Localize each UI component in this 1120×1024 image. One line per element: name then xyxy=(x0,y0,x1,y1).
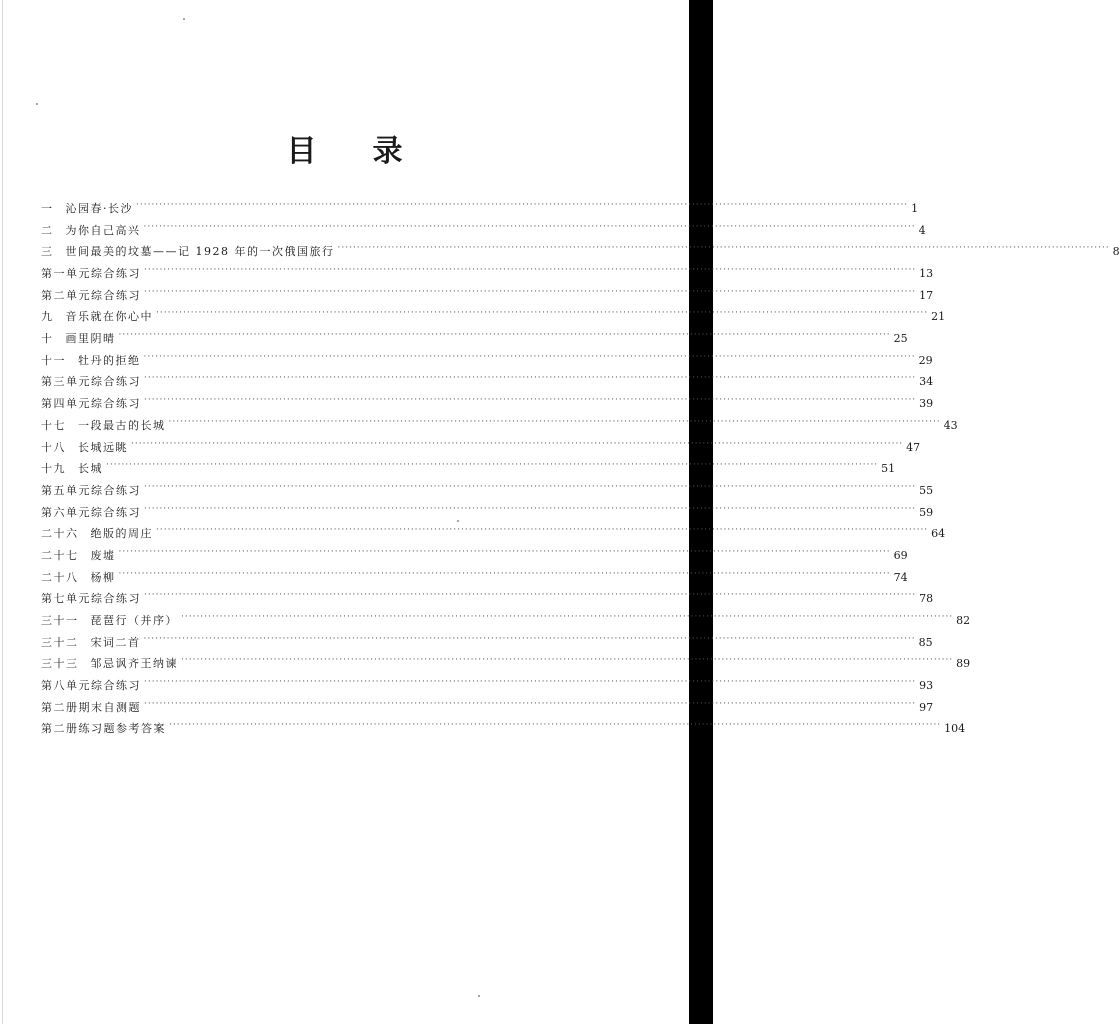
table-of-contents xyxy=(41,198,1120,740)
toc-entry-title: 第二册练习题参考答案 xyxy=(41,722,166,736)
toc-entry-title: 长城远眺 xyxy=(78,440,128,454)
toc-page-number: 4 xyxy=(918,223,926,237)
toc-entry-title: 世间最美的坟墓——记 1928 年的一次俄国旅行 xyxy=(65,245,335,259)
toc-entry-title: 第四单元综合练习 xyxy=(41,397,141,411)
toc-dot-leader: ········································································································································································································ xyxy=(144,590,917,601)
toc-page-number: 21 xyxy=(931,310,946,324)
toc-entry-title: 第二册期末自测题 xyxy=(41,700,141,714)
toc-entry-label xyxy=(41,675,141,697)
toc-entry-label xyxy=(41,350,141,372)
toc-entry-label xyxy=(41,328,116,350)
toc-page-number: 89 xyxy=(956,657,971,671)
toc-entry-label xyxy=(41,263,141,285)
toc-page-number: 97 xyxy=(919,700,934,714)
toc-entry-label xyxy=(41,371,141,393)
toc-entry-label xyxy=(41,458,103,480)
toc-entry-number: 二 xyxy=(41,223,54,237)
toc-page-number: 29 xyxy=(918,353,933,367)
toc-entry-number: 十一 xyxy=(41,353,66,367)
toc-entry-title: 画里阴晴 xyxy=(65,332,116,346)
toc-page-number: 64 xyxy=(931,527,946,541)
toc-entry-number: 二十六 xyxy=(41,527,79,541)
toc-dot-leader: ········································································································································································································ xyxy=(118,546,891,557)
toc-dot-leader: ········································································································································································································ xyxy=(168,416,941,427)
toc-entry-title: 杨柳 xyxy=(90,570,116,584)
toc-entry-title: 音乐就在你心中 xyxy=(65,310,153,324)
toc-entry-title: 第七单元综合练习 xyxy=(41,592,141,606)
toc-dot-leader: ········································································································································································································ xyxy=(118,568,891,579)
toc-page-number: 55 xyxy=(919,483,934,497)
toc-dot-leader: ········································································································································································································ xyxy=(337,243,1110,254)
scan-speck xyxy=(478,995,480,997)
toc-entry-title: 第三单元综合练习 xyxy=(41,375,141,389)
toc-page-number: 51 xyxy=(881,462,896,476)
toc-dot-leader: ········································································································································································································ xyxy=(143,221,916,232)
toc-entry-label xyxy=(41,545,116,567)
toc-page-number: 104 xyxy=(944,722,966,736)
toc-entry-number: 九 xyxy=(41,310,54,324)
toc-page-number: 78 xyxy=(919,592,934,606)
toc-entry-number: 三十一 xyxy=(41,614,79,628)
toc-entry-number: 十八 xyxy=(41,440,66,454)
toc-entry-title: 邹忌讽齐王纳谏 xyxy=(90,657,178,671)
toc-dot-leader: ········································································································································································································ xyxy=(144,265,917,276)
toc-dot-leader: ········································································································································································································ xyxy=(143,351,916,362)
toc-entry-title: 第一单元综合练习 xyxy=(41,267,141,281)
toc-entry-label xyxy=(41,393,141,415)
toc-page-number: 17 xyxy=(919,288,934,302)
toc-entry-title: 第八单元综合练习 xyxy=(41,679,141,693)
toc-entry-title: 第六单元综合练习 xyxy=(41,505,141,519)
toc-page-number: 82 xyxy=(956,614,971,628)
toc-entry-label xyxy=(41,632,141,654)
toc-page-number: 39 xyxy=(919,397,934,411)
toc-entry-title: 第二单元综合练习 xyxy=(41,288,141,302)
toc-dot-leader: ········································································································································································································ xyxy=(144,286,917,297)
toc-entry-label xyxy=(41,220,141,242)
toc-page-number: 25 xyxy=(893,332,908,346)
scan-speck xyxy=(457,520,459,522)
toc-entry-number: 十七 xyxy=(41,418,66,432)
toc-dot-leader: ········································································································································································································ xyxy=(181,655,954,666)
toc-dot-leader: ········································································································································································································ xyxy=(144,373,917,384)
toc-entry-title: 牡丹的拒绝 xyxy=(78,353,141,367)
toc-page-number: 85 xyxy=(918,635,933,649)
toc-entry-label xyxy=(41,480,141,502)
title-char-1: 目 xyxy=(286,134,317,169)
toc-page-number: 43 xyxy=(943,418,958,432)
toc-entry-label xyxy=(41,567,116,589)
toc-entry-title: 沁园春·长沙 xyxy=(65,201,133,215)
toc-dot-leader: ········································································································································································································ xyxy=(118,330,891,341)
toc-entry-number: 三 xyxy=(41,245,54,259)
toc-entry-number: 三十二 xyxy=(41,635,79,649)
toc-dot-leader: ········································································································································································································ xyxy=(181,612,954,623)
toc-page-number: 13 xyxy=(919,267,934,281)
toc-entry-number: 十 xyxy=(41,332,54,346)
toc-page-number: 8 xyxy=(1112,245,1120,259)
toc-entry-title: 废墟 xyxy=(90,548,116,562)
toc-dot-leader: ········································································································································································································ xyxy=(144,395,917,406)
toc-dot-leader: ········································································································································································································ xyxy=(136,199,909,210)
toc-page-number: 47 xyxy=(906,440,921,454)
toc-page-number: 69 xyxy=(893,548,908,562)
toc-dot-leader: ········································································································································································································ xyxy=(156,525,929,536)
toc-entry-number: 二十八 xyxy=(41,570,79,584)
toc-entry-title: 琵琶行（并序） xyxy=(90,614,178,628)
toc-dot-leader: ········································································································································································································ xyxy=(144,677,917,688)
toc-entry-number: 十九 xyxy=(41,462,66,476)
page-title xyxy=(0,126,689,170)
toc-dot-leader: ········································································································································································································ xyxy=(156,308,929,319)
toc-page-number: 93 xyxy=(919,679,934,693)
toc-entry-title: 绝版的周庄 xyxy=(90,527,153,541)
scan-speck xyxy=(183,18,185,20)
toc-entry-label xyxy=(41,502,141,524)
toc-entry-number: 三十三 xyxy=(41,657,79,671)
toc-dot-leader: ········································································································································································································ xyxy=(144,481,917,492)
toc-page-number: 34 xyxy=(919,375,934,389)
toc-page-number: 74 xyxy=(893,570,908,584)
toc-entry-label xyxy=(41,198,133,220)
toc-entry-title: 长城 xyxy=(78,462,103,476)
toc-entry-label xyxy=(41,588,141,610)
toc-entry-title: 为你自己高兴 xyxy=(65,223,141,237)
toc-page-number: 59 xyxy=(919,505,934,519)
toc-entry-title: 宋词二首 xyxy=(90,635,141,649)
toc-dot-leader: ········································································································································································································ xyxy=(169,720,942,731)
toc-dot-leader: ········································································································································································································ xyxy=(144,503,917,514)
toc-dot-leader: ········································································································································································································ xyxy=(106,460,879,471)
toc-dot-leader: ········································································································································································································ xyxy=(144,698,917,709)
toc-entry-number: 一 xyxy=(41,201,54,215)
toc-page-number: 1 xyxy=(911,201,919,215)
toc-entry-label xyxy=(41,285,141,307)
toc-entry-title: 第五单元综合练习 xyxy=(41,483,141,497)
toc-dot-leader: ········································································································································································································ xyxy=(143,633,916,644)
toc-entry-label xyxy=(41,697,141,719)
toc-entry-title: 一段最古的长城 xyxy=(78,418,166,432)
scan-speck xyxy=(36,103,38,105)
toc-entry-label xyxy=(41,718,166,740)
toc-entry-number: 二十七 xyxy=(41,548,79,562)
title-char-2: 录 xyxy=(372,134,403,169)
toc-dot-leader: ········································································································································································································ xyxy=(131,438,904,449)
toc-entry xyxy=(41,719,966,741)
